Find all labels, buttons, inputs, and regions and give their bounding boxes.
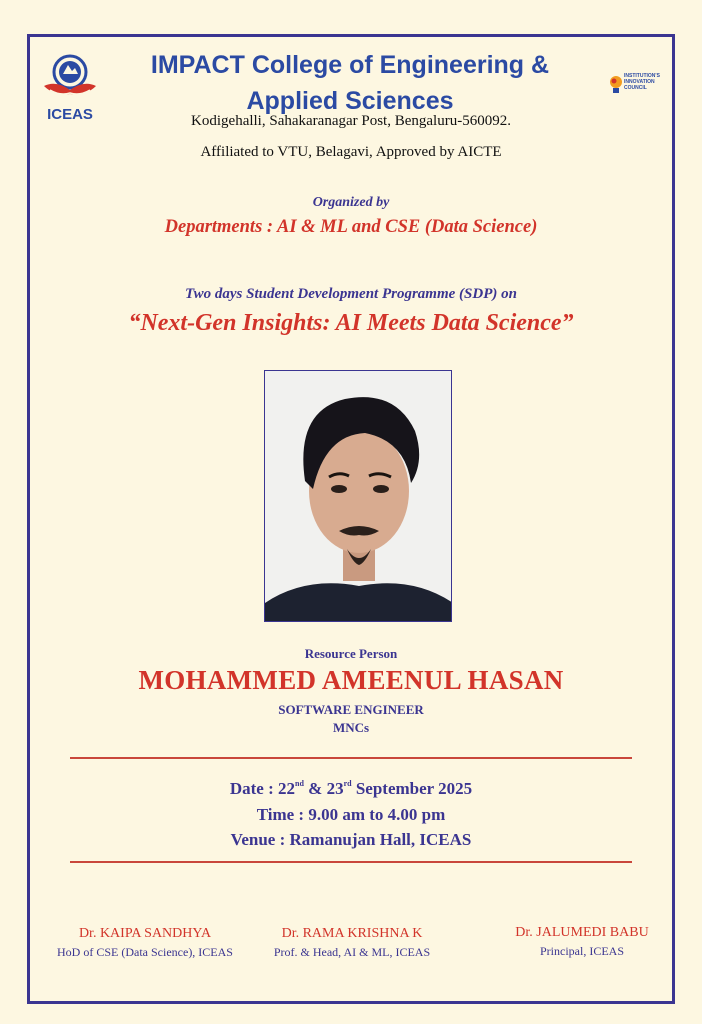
- college-name-line2: Applied Sciences: [246, 87, 454, 115]
- date-prefix: Date : 22: [229, 779, 295, 798]
- date-sup-2: rd: [343, 779, 352, 788]
- college-name-line1: IMPACT College of Engineering &: [150, 51, 550, 79]
- college-address: Kodigehalli, Sahakaranagar Post, Bengaluru-560092.: [191, 113, 511, 129]
- event-time: Time : 9.00 am to 4.00 pm: [256, 805, 446, 824]
- iic-text-line3: COUNCIL: [624, 85, 647, 91]
- signatory-name: Dr. JALUMEDI BABU: [515, 925, 649, 940]
- iic-text-line1: INSTITUTION'S: [624, 73, 660, 79]
- resource-person-designation: SOFTWARE ENGINEER: [278, 702, 424, 717]
- signatory-2: [252, 926, 452, 960]
- resource-person-label: Resource Person: [304, 646, 398, 661]
- iceas-logo-text: ICEAS: [47, 106, 93, 123]
- signatory-name: Dr. RAMA KRISHNA K: [281, 926, 423, 941]
- person-portrait-icon: [265, 371, 452, 622]
- date-sup-1: nd: [295, 779, 304, 788]
- divider-top: [70, 757, 632, 759]
- college-affiliation: Affiliated to VTU, Belagavi, Approved by AICTE: [200, 144, 502, 160]
- resource-person-name: MOHAMMED AMEENUL HASAN: [138, 665, 564, 695]
- iic-text-line2: INNOVATION: [624, 79, 655, 85]
- signatory-1: [40, 926, 250, 960]
- date-suffix: September 2025: [351, 779, 473, 798]
- date-mid: & 23: [303, 779, 344, 798]
- departments: Departments : AI & ML and CSE (Data Science): [164, 217, 538, 237]
- event-title: “Next-Gen Insights: AI Meets Data Science”: [128, 310, 574, 336]
- signatory-role: Principal, ICEAS: [540, 944, 624, 958]
- resource-person-photo: [264, 370, 452, 622]
- signatory-3: [497, 925, 667, 959]
- signatory-role: HoD of CSE (Data Science), ICEAS: [57, 945, 233, 959]
- event-venue: Venue : Ramanujan Hall, ICEAS: [230, 830, 472, 849]
- divider-bottom: [70, 861, 632, 863]
- signatory-name: Dr. KAIPA SANDHYA: [78, 926, 212, 941]
- event-date: [0, 779, 702, 799]
- event-subtitle: Two days Student Development Programme (SDP) on: [185, 286, 517, 302]
- signatory-role: Prof. & Head, AI & ML, ICEAS: [273, 945, 431, 959]
- organized-by-label: Organized by: [312, 195, 390, 210]
- resource-person-company: MNCs: [332, 720, 370, 735]
